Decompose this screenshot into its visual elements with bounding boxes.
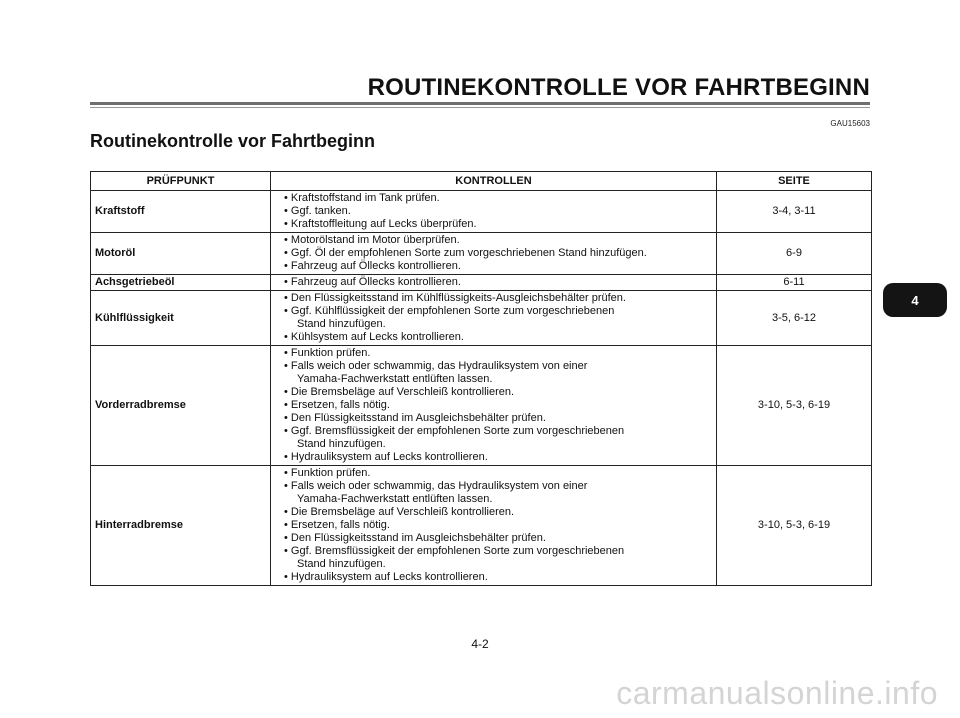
check-line: • Hydrauliksystem auf Lecks kontrollieren.: [284, 451, 488, 463]
table-row: [91, 275, 872, 291]
inspection-table: [90, 171, 872, 586]
row-page: 3-5, 6-12: [717, 291, 872, 346]
row-checks: [271, 275, 717, 291]
row-page: 3-4, 3-11: [717, 191, 872, 233]
table-row: [91, 191, 872, 233]
page-number: 4-2: [471, 637, 489, 651]
table-row: [91, 346, 872, 466]
check-line: Stand hinzufügen.: [297, 558, 386, 570]
section-title: Routinekontrolle vor Fahrtbeginn: [90, 131, 376, 151]
check-line: • Den Flüssigkeitsstand im Ausgleichsbehälter prüfen.: [284, 412, 546, 424]
row-page: 3-10, 5-3, 6-19: [717, 346, 872, 466]
check-line: • Ggf. Öl der empfohlenen Sorte zum vorgeschriebenen Stand hinzufügen.: [284, 247, 647, 259]
chapter-title: ROUTINEKONTROLLE VOR FAHRTBEGINN: [367, 74, 870, 101]
check-line: • Funktion prüfen.: [284, 467, 371, 479]
check-line: • Motorölstand im Motor überprüfen.: [284, 234, 460, 246]
check-line: • Ggf. Bremsflüssigkeit der empfohlenen Sorte zum vorgeschriebenen: [284, 545, 625, 557]
check-line: • Ggf. Bremsflüssigkeit der empfohlenen Sorte zum vorgeschriebenen: [284, 425, 625, 437]
check-line: • Fahrzeug auf Öllecks kontrollieren.: [284, 276, 461, 288]
check-line: • Kraftstoffleitung auf Lecks überprüfen.: [284, 218, 477, 230]
row-checks: [271, 291, 717, 346]
row-item: Motoröl: [91, 233, 271, 275]
check-line: • Die Bremsbeläge auf Verschleiß kontrollieren.: [284, 386, 515, 398]
check-line: • Falls weich oder schwammig, das Hydrauliksystem von einer: [284, 480, 588, 492]
check-line: • Kühlsystem auf Lecks kontrollieren.: [284, 331, 464, 343]
check-line: Stand hinzufügen.: [297, 318, 386, 330]
header-seite: SEITE: [717, 172, 872, 191]
chapter-tab-marker: 4: [883, 283, 947, 317]
row-item: Vorderradbremse: [91, 346, 271, 466]
check-line: Yamaha-Fachwerkstatt entlüften lassen.: [297, 373, 493, 385]
check-line: • Falls weich oder schwammig, das Hydrauliksystem von einer: [284, 360, 588, 372]
check-line: Yamaha-Fachwerkstatt entlüften lassen.: [297, 493, 493, 505]
check-line: • Ersetzen, falls nötig.: [284, 519, 390, 531]
row-checks: [271, 466, 717, 586]
check-line: • Ggf. tanken.: [284, 205, 351, 217]
section-code: GAU15603: [830, 119, 870, 128]
check-line: • Ersetzen, falls nötig.: [284, 399, 390, 411]
header-rule-thick: [90, 102, 870, 105]
check-line: • Den Flüssigkeitsstand im Ausgleichsbehälter prüfen.: [284, 532, 546, 544]
check-line: • Die Bremsbeläge auf Verschleiß kontrollieren.: [284, 506, 515, 518]
check-line: • Funktion prüfen.: [284, 347, 371, 359]
check-line: • Den Flüssigkeitsstand im Kühlflüssigkeits-Ausgleichsbehälter prüfen.: [284, 292, 626, 304]
row-page: 6-11: [717, 275, 872, 291]
check-line: • Hydrauliksystem auf Lecks kontrollieren.: [284, 571, 488, 583]
row-checks: [271, 191, 717, 233]
check-line: Stand hinzufügen.: [297, 438, 386, 450]
row-page: 3-10, 5-3, 6-19: [717, 466, 872, 586]
row-checks: [271, 346, 717, 466]
table-row: [91, 466, 872, 586]
check-line: • Fahrzeug auf Öllecks kontrollieren.: [284, 260, 461, 272]
check-line: • Kraftstoffstand im Tank prüfen.: [284, 192, 440, 204]
row-item: Kühlflüssigkeit: [91, 291, 271, 346]
table-row: [91, 233, 872, 275]
watermark: carmanualsonline.info: [616, 675, 938, 711]
row-item: Achsgetriebeöl: [91, 275, 271, 291]
table-header-row: [91, 172, 872, 191]
header-kontrollen: KONTROLLEN: [271, 172, 717, 191]
row-checks: [271, 233, 717, 275]
check-line: • Ggf. Kühlflüssigkeit der empfohlenen Sorte zum vorgeschriebenen: [284, 305, 615, 317]
row-page: 6-9: [717, 233, 872, 275]
header-pruefpunkt: PRÜFPUNKT: [91, 172, 271, 191]
row-item: Hinterradbremse: [91, 466, 271, 586]
table-row: [91, 291, 872, 346]
row-item: Kraftstoff: [91, 191, 271, 233]
header-rule-thin: [90, 107, 870, 108]
